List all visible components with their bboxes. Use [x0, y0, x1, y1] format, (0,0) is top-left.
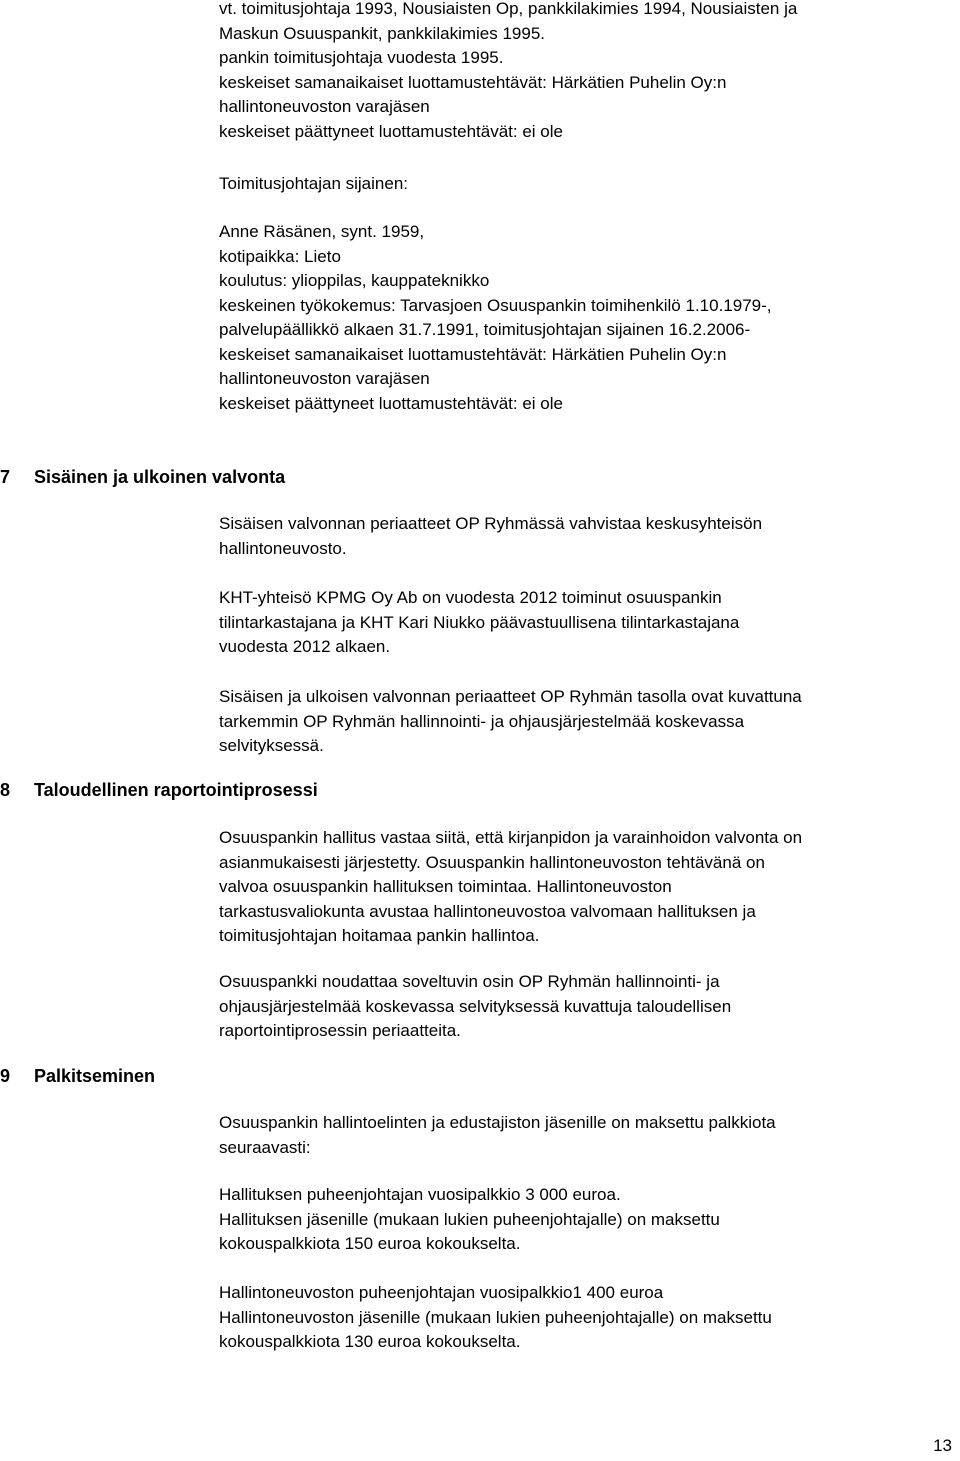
- text-line: Osuuspankin hallitus vastaa siitä, että kirjanpidon ja varainhoidon valvonta on: [219, 828, 803, 847]
- page-number: 13: [933, 1436, 952, 1455]
- text-line: valvoa osuuspankin hallituksen toimintaa. Hallintoneuvoston: [219, 877, 672, 896]
- text-line: toimitusjohtajan hoitamaa pankin hallintoa.: [219, 926, 540, 945]
- text-line: Hallituksen puheenjohtajan vuosipalkkio 3 000 euroa.: [219, 1185, 621, 1204]
- text-line: keskeiset samanaikaiset luottamustehtävät: Härkätien Puhelin Oy:n: [219, 72, 727, 92]
- deputy-heading: [219, 172, 954, 197]
- text-line: Osuuspankin hallintoelinten ja edustajiston jäsenille on maksettu palkkiota: [219, 1113, 776, 1132]
- text-line: Hallintoneuvoston jäsenille (mukaan lukien puheenjohtajalle) on maksettu: [219, 1307, 772, 1327]
- text-line: hallintoneuvoston varajäsen: [219, 97, 430, 116]
- text-line: keskeinen työkokemus: Tarvasjoen Osuuspankin toimihenkilö 1.10.1979-,: [219, 295, 772, 315]
- section-9-paragraph: [219, 1183, 954, 1257]
- section-7-paragraph: [219, 512, 954, 561]
- text-line: keskeiset päättyneet luottamustehtävät: ei ole: [219, 121, 563, 141]
- text-line: kotipaikka: Lieto: [219, 246, 341, 266]
- text-line: seuraavasti:: [219, 1137, 311, 1157]
- section-title: Palkitseminen: [34, 1066, 156, 1086]
- text-line: kokouspalkkiota 130 euroa kokoukselta.: [219, 1332, 521, 1351]
- text-line: Hallituksen jäsenille (mukaan lukien puheenjohtajalle) on maksettu: [219, 1209, 720, 1229]
- text-line: ohjausjärjestelmää koskevassa selvityksessä kuvattuja taloudellisen: [219, 996, 732, 1016]
- text-line: Hallintoneuvoston puheenjohtajan vuosipalkkio1 400 euroa: [219, 1283, 664, 1302]
- text-line: tilintarkastajana ja KHT Kari Niukko päävastuullisena tilintarkastajana: [219, 612, 740, 632]
- section-9-paragraph: [219, 1111, 954, 1160]
- deputy-details: [219, 220, 954, 416]
- text-line: Sisäisen ja ulkoisen valvonnan periaatteet OP Ryhmän tasolla ovat kuvattuna: [219, 687, 802, 706]
- text-line: vt. toimitusjohtaja 1993, Nousiaisten Op, pankkilakimies 1994, Nousiaisten ja: [219, 0, 798, 18]
- text-line: vuodesta 2012 alkaen.: [219, 637, 391, 656]
- section-9-heading: [0, 1064, 155, 1088]
- text-line: pankin toimitusjohtaja vuodesta 1995.: [219, 48, 504, 67]
- text-line: KHT-yhteisö KPMG Oy Ab on vuodesta 2012 toiminut osuuspankin: [219, 588, 722, 607]
- section-8-paragraph: [219, 826, 954, 949]
- section-7-paragraph: [219, 685, 954, 759]
- text-line: koulutus: ylioppilas, kauppateknikko: [219, 271, 490, 290]
- text-line: Osuuspankki noudattaa soveltuvin osin OP Ryhmän hallinnointi- ja: [219, 972, 720, 991]
- deputy-heading-text: Toimitusjohtajan sijainen:: [219, 174, 408, 193]
- text-line: Maskun Osuuspankit, pankkilakimies 1995.: [219, 23, 545, 43]
- text-line: hallintoneuvoston varajäsen: [219, 369, 430, 388]
- section-title: Taloudellinen raportointiprosessi: [34, 780, 318, 800]
- text-line: raportointiprosessin periaatteita.: [219, 1021, 461, 1040]
- text-line: asianmukaisesti järjestetty. Osuuspankin hallintoneuvoston tehtävänä on: [219, 852, 765, 872]
- text-line: selvityksessä.: [219, 736, 324, 755]
- section-number: 9: [0, 1066, 11, 1086]
- section-7-paragraph: [219, 586, 954, 660]
- section-8-paragraph: [219, 970, 954, 1044]
- section-number: 7: [0, 467, 11, 487]
- text-line: keskeiset samanaikaiset luottamustehtävät: Härkätien Puhelin Oy:n: [219, 344, 727, 364]
- section-title: Sisäinen ja ulkoinen valvonta: [34, 467, 286, 487]
- text-line: kokouspalkkiota 150 euroa kokoukselta.: [219, 1234, 521, 1253]
- section-number: 8: [0, 780, 11, 800]
- ceo-details: [219, 0, 954, 144]
- text-line: tarkastusvaliokunta avustaa hallintoneuvostoa valvomaan hallituksen ja: [219, 901, 756, 921]
- text-line: tarkemmin OP Ryhmän hallinnointi- ja ohjausjärjestelmää koskevassa: [219, 711, 745, 731]
- section-9-paragraph: [219, 1281, 954, 1355]
- section-8-heading: [0, 778, 318, 802]
- section-7-heading: [0, 465, 285, 489]
- text-line: palvelupäällikkö alkaen 31.7.1991, toimitusjohtajan sijainen 16.2.2006-: [219, 320, 751, 339]
- text-line: Anne Räsänen, synt. 1959,: [219, 222, 425, 241]
- text-line: keskeiset päättyneet luottamustehtävät: ei ole: [219, 393, 563, 413]
- text-line: Sisäisen valvonnan periaatteet OP Ryhmässä vahvistaa keskusyhteisön: [219, 514, 763, 533]
- text-line: hallintoneuvosto.: [219, 538, 347, 558]
